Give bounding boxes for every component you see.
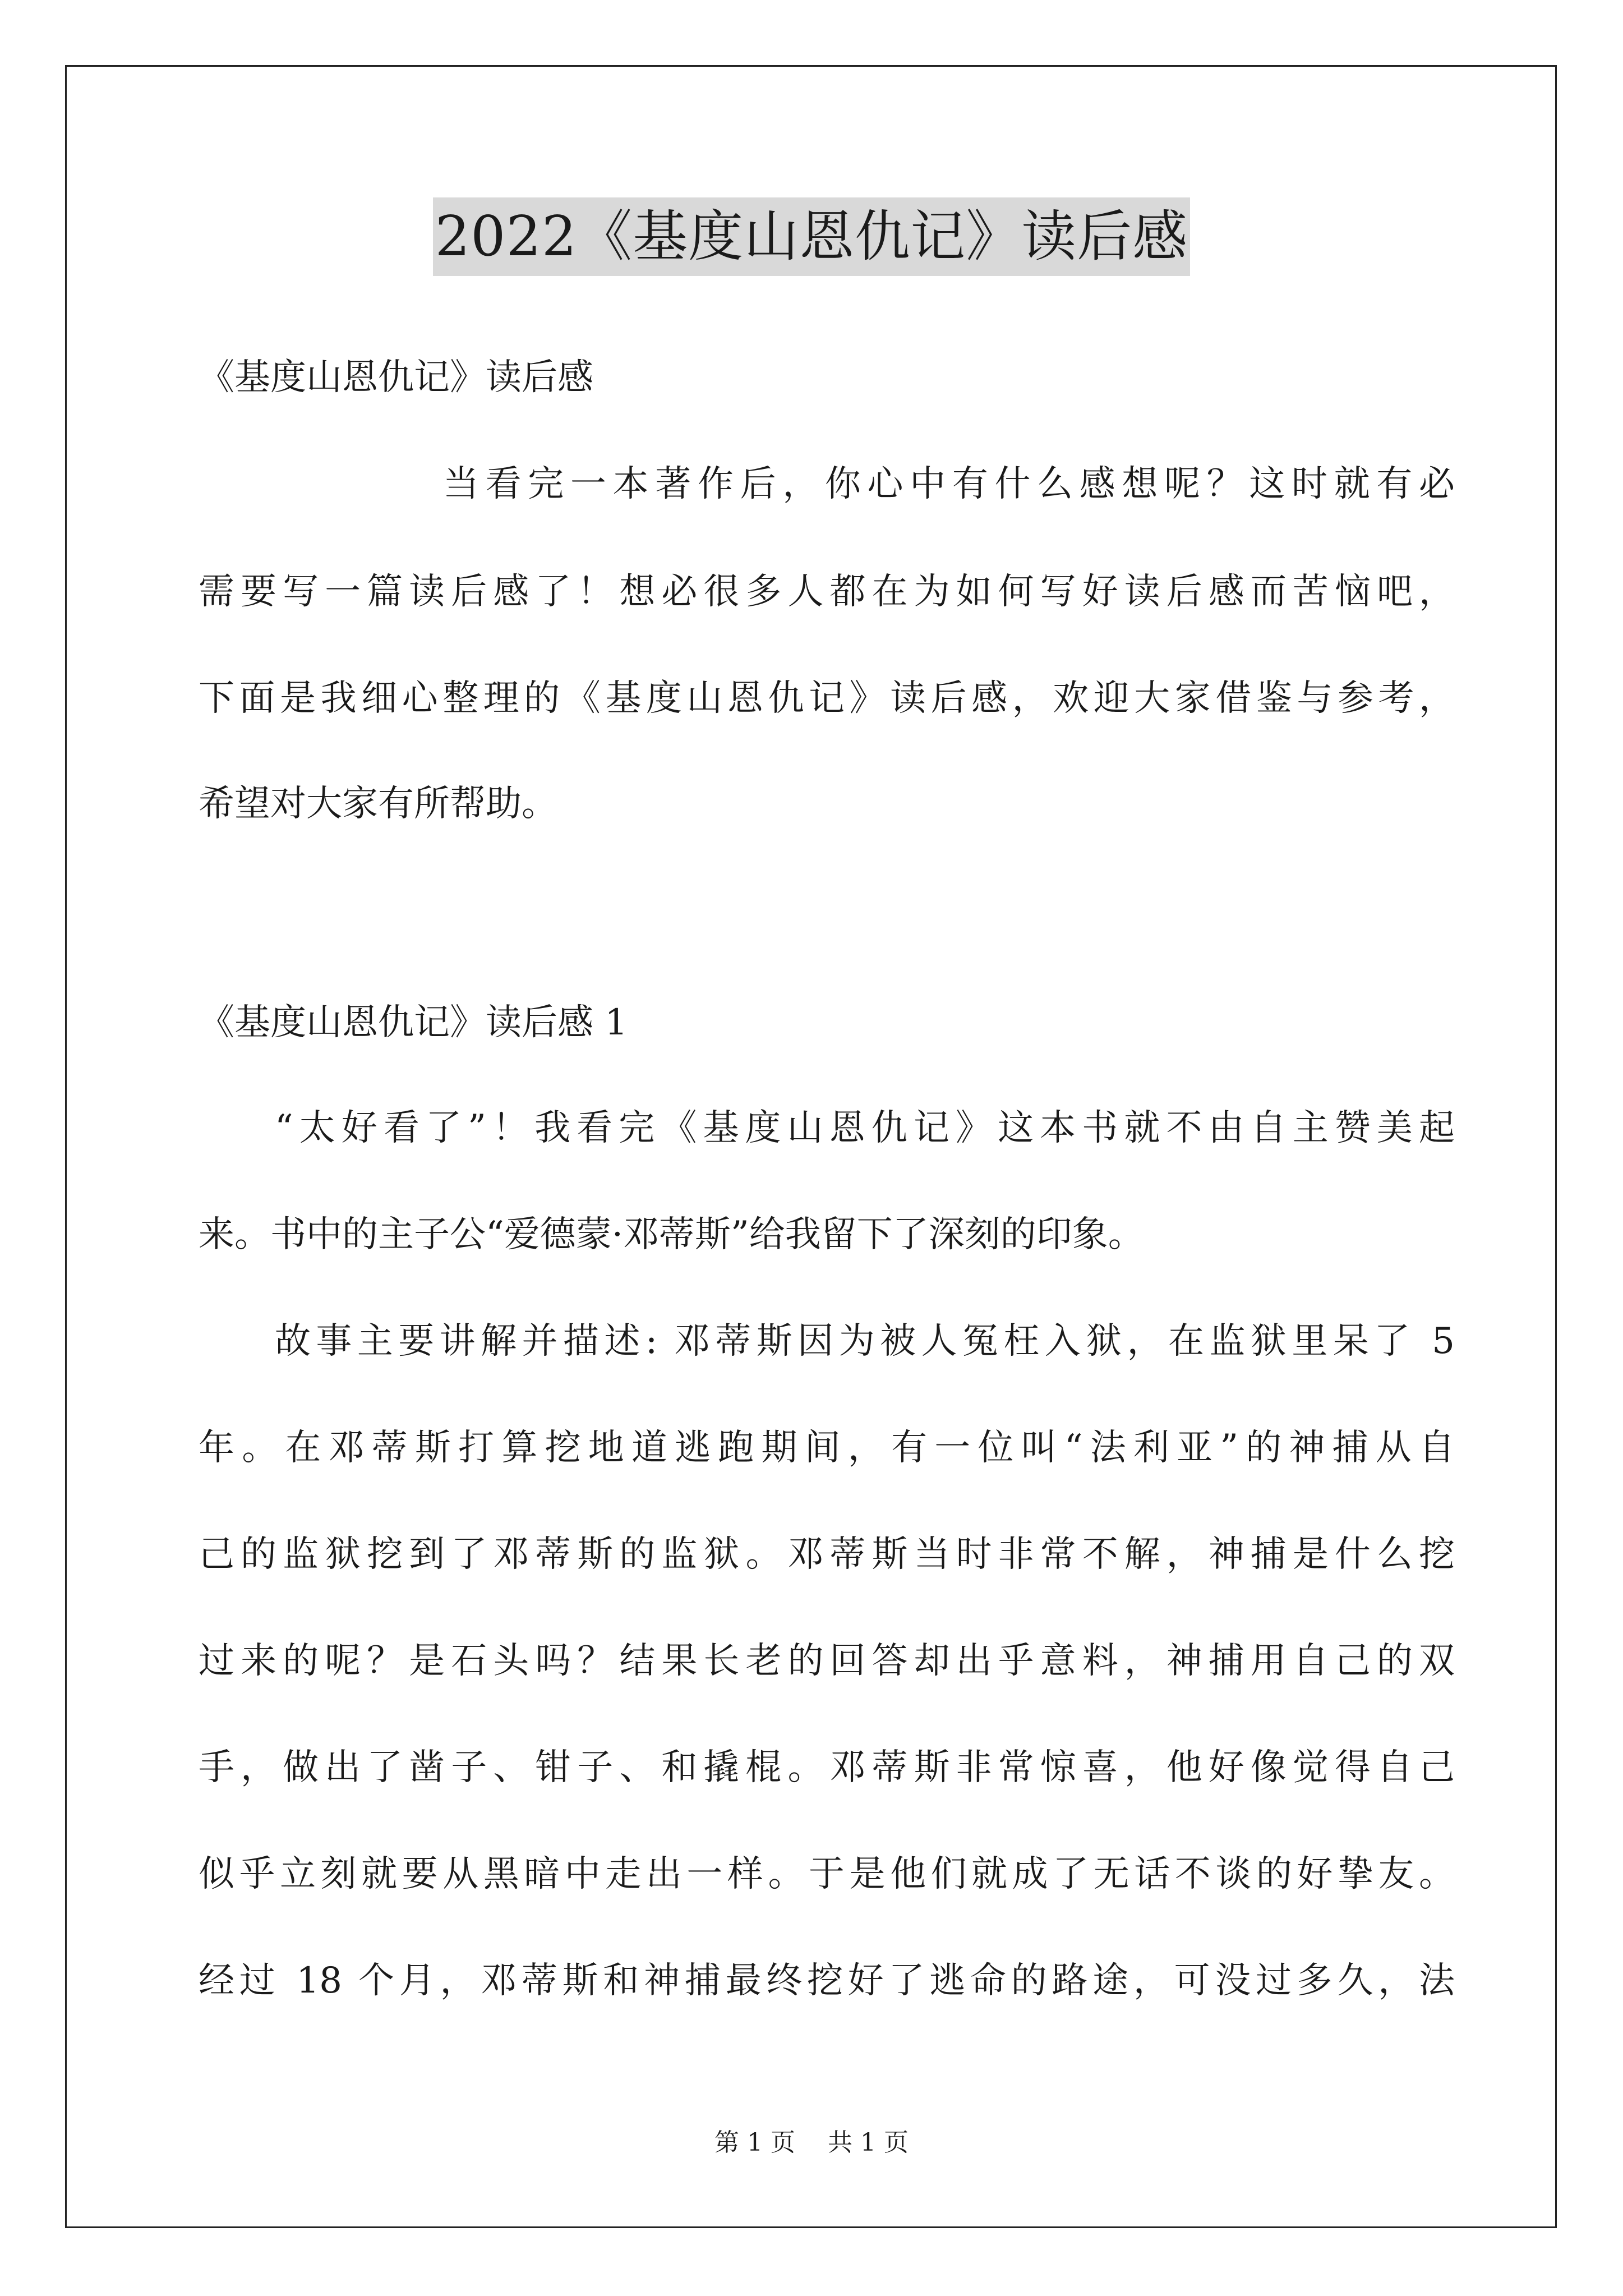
document-title: 2022《基度山恩仇记》读后感 (433, 197, 1190, 276)
paragraph-line: 来。书中的主子公“爱德蒙·邓蒂斯”给我留下了深刻的印象。 (199, 1214, 1144, 1255)
section-heading: 《基度山恩仇记》读后感 1 (199, 1002, 628, 1043)
paragraph-line: 己的监狱挖到了邓蒂斯的监狱。邓蒂斯当时非常不解，神捕是什么挖 (199, 1534, 1455, 1575)
page-number: 第 1 页 (714, 2128, 795, 2157)
title-container (0, 197, 1623, 276)
paragraph-line: 年。在邓蒂斯打算挖地道逃跑期间，有一位叫“法利亚”的神捕从自 (199, 1427, 1455, 1469)
page-total: 共 1 页 (828, 2128, 909, 2157)
intro-line: 下面是我细心整理的《基度山恩仇记》读后感，欢迎大家借鉴与参考， (199, 678, 1455, 719)
paragraph-line: 故事主要讲解并描述: 邓蒂斯因为被人冤枉入狱，在监狱里呆了 5 (275, 1320, 1455, 1362)
page-footer (0, 2126, 1623, 2160)
intro-line: 需要写一篇读后感了！想必很多人都在为如何写好读后感而苦恼吧， (199, 571, 1455, 613)
paragraph-line: 过来的呢？是石头吗？结果长老的回答却出乎意料，神捕用自己的双 (199, 1640, 1455, 1682)
paragraph-line: 经过 18 个月，邓蒂斯和神捕最终挖好了逃命的路途，可没过多久，法 (199, 1960, 1455, 2001)
paragraph-line: 似乎立刻就要从黑暗中走出一样。于是他们就成了无话不谈的好挚友。 (199, 1853, 1455, 1895)
subtitle: 《基度山恩仇记》读后感 (199, 357, 593, 398)
intro-line: 当看完一本著作后，你心中有什么感想呢？这时就有必 (443, 463, 1455, 505)
paragraph-line: 手，做出了凿子、钳子、和撬棍。邓蒂斯非常惊喜，他好像觉得自己 (199, 1747, 1455, 1788)
paragraph-line: “太好看了”！我看完《基度山恩仇记》这本书就不由自主赞美起 (275, 1107, 1455, 1149)
intro-line: 希望对大家有所帮助。 (199, 783, 557, 825)
